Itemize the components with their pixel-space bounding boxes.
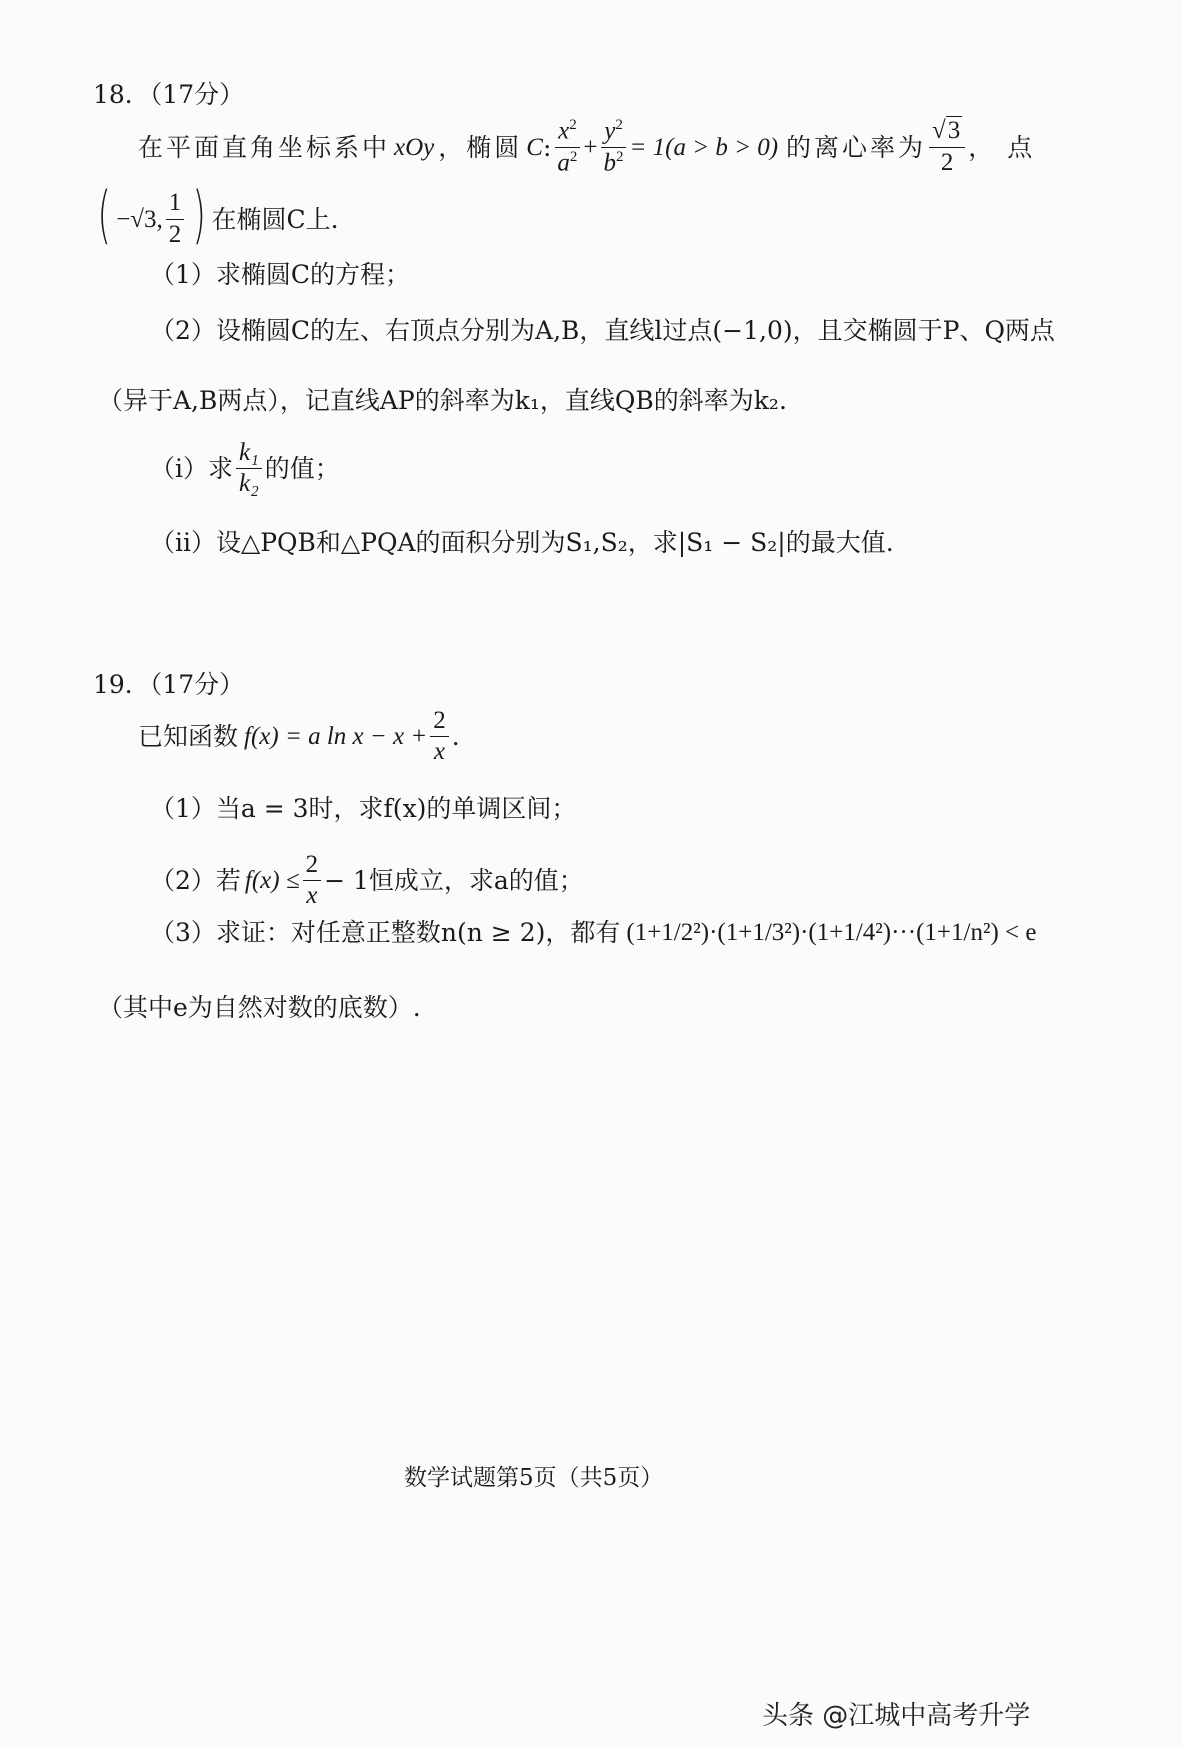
q18-frac-x2-a2: $\frac{x^2}{a^2}$ <box>554 118 580 176</box>
q19-part3-pre: （3）求证：对任意正整数n(n ≥ 2)，都有 <box>150 918 621 947</box>
q18-intro-c: 的离心率为 <box>786 132 927 162</box>
watermark: 头条 @江城中高考升学 <box>762 1701 1031 1731</box>
q19-part3 <box>150 920 1036 945</box>
q19-header: 19．（17分） <box>93 670 245 699</box>
q19-function: f(x) = a ln x − x + <box>244 723 428 751</box>
q19-frac-2-x: $\frac{2}{x}$ <box>430 708 449 766</box>
q19-intro <box>138 708 460 766</box>
q18-header: 18．（17分） <box>93 80 245 109</box>
q18-part-i <box>150 440 340 498</box>
q18-ellipse-rhs: = 1(a > b > 0) <box>629 133 779 161</box>
q18-part-i-post: 的值； <box>264 454 340 484</box>
right-paren-icon: ) <box>192 178 207 251</box>
q18-eccentricity: $\frac{√3}{2}$ <box>929 118 965 176</box>
q19-intro-post: . <box>451 722 460 752</box>
q18-part1: （1）求椭圆C的方程； <box>150 260 411 289</box>
q18-point-y: $\frac{1}{2}$ <box>166 190 185 248</box>
q18-point-line <box>92 178 339 251</box>
q19-intro-pre: 已知函数 <box>138 722 239 752</box>
q18-part-i-pre: （i）求 <box>150 454 233 484</box>
q18-colon: : <box>542 132 552 162</box>
q18-ellipse-name: C <box>526 133 543 161</box>
q19-part3-product: (1+1/2²)·(1+1/3²)·(1+1/4²)···(1+1/n²) < e <box>626 919 1037 946</box>
q19-part2-frac: $\frac{2}{x}$ <box>303 852 322 910</box>
q18-k-ratio: $\frac{\text{k₁}}{\text{k₂}}$ <box>236 440 262 498</box>
q18-part2-line1: （2）设椭圆C的左、右顶点分别为A,B，直线l过点(−1,0)，且交椭圆于P、Q两点 <box>150 316 1055 345</box>
q19-part2 <box>150 852 584 910</box>
q19-part2-post: − 1恒成立，求a的值； <box>324 866 584 896</box>
q18-part2-line2: （异于A,B两点），记直线AP的斜率为k₁，直线QB的斜率为k₂. <box>98 386 787 415</box>
q19-part1: （1）当a = 3时，求f(x)的单调区间； <box>150 794 577 823</box>
q18-frac-y2-b2: $\frac{y^2}{b^2}$ <box>601 118 627 176</box>
q19-part2-f: f(x) ≤ <box>244 867 300 895</box>
q18-intro-line: 在平面直角坐标系中 xOy ，椭圆 C : $\frac{x^2}{a^2}$ + $\frac{y^2}{b^2}$ = 1(a > b > 0) 的离心率为 $\frac{√3}{2}$ ，点 <box>138 117 1047 176</box>
q18-part-ii: （ii）设△PQB和△PQA的面积分别为S₁,S₂，求|S₁ − S₂|的最大值. <box>150 528 894 557</box>
page-footer: 数学试题第5页（共5页） <box>404 1465 664 1491</box>
q19-part2-pre: （2）若 <box>150 866 241 896</box>
q18-point-x: −√3, <box>116 205 163 233</box>
q18-intro-b: ，椭圆 <box>438 132 523 162</box>
q18-xoy: xOy <box>394 133 435 161</box>
q18-intro-a: 在平面直角坐标系中 <box>138 132 391 162</box>
left-paren-icon: ( <box>97 178 111 251</box>
q18-point-tail: 在椭圆C上. <box>211 204 339 234</box>
q18-intro-d: ，点 <box>968 132 1047 162</box>
q19-part3-line2: （其中e为自然对数的底数）. <box>98 993 421 1022</box>
